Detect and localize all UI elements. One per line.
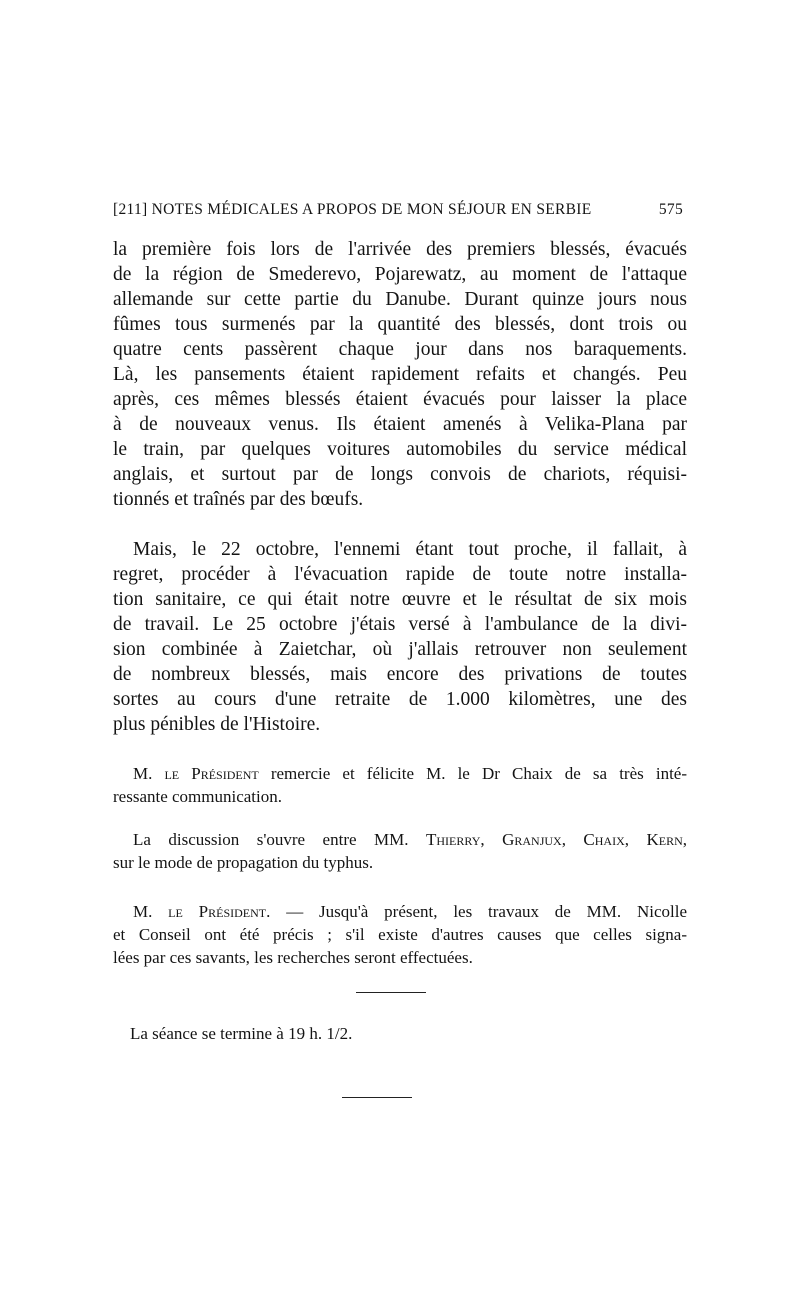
president-remark-line: M. le Président. — Jusqu'à présent, les travaux de MM. Nicolle — [133, 902, 688, 921]
speaker-name: M. le Président — [133, 764, 259, 783]
paragraph-line: anglais, et surtout par de longs convois de chariots, réquisi- — [113, 464, 687, 485]
paragraph-line: de la région de Smederevo, Pojarewatz, au moment de l'attaque — [113, 264, 687, 285]
discussion-line: La discussion s'ouvre entre MM. Thierry, Granjux, Chaix, Kern, — [133, 830, 687, 849]
paragraph-line: Là, les pansements étaient rapidement refaits et changés. Peu — [113, 364, 687, 385]
running-header — [113, 201, 683, 219]
paragraph-line: tion sanitaire, ce qui était notre œuvre et le résultat de six mois — [113, 589, 687, 610]
paragraph-line: sortes au cours d'une retraite de 1.000 kilomètres, une des — [113, 689, 687, 710]
president-remark-line: et Conseil ont été précis ; s'il existe d'autres causes que celles signa- — [113, 925, 687, 944]
president-remark-line: lées par ces savants, les recherches seront effectuées. — [113, 948, 473, 967]
speaker-name: M. le Président. — [133, 902, 271, 921]
paragraph-line: allemande sur cette partie du Danube. Durant quinze jours nous — [113, 289, 687, 310]
section-rule — [356, 992, 426, 993]
paragraph-line: Mais, le 22 octobre, l'ennemi étant tout proche, il fallait, à — [133, 539, 687, 560]
paragraph-line: plus pénibles de l'Histoire. — [113, 714, 321, 735]
paragraph-line: la première fois lors de l'arrivée des premiers blessés, évacués — [113, 239, 687, 260]
paragraph-line: tionnés et traînés par des bœufs. — [113, 489, 364, 510]
page-number: 575 — [658, 201, 683, 218]
paragraph-line: de nombreux blessés, mais encore des privations de toutes — [113, 664, 687, 685]
president-remark-line: ressante communication. — [113, 787, 283, 806]
discussant-names: Thierry, Granjux, Chaix, Kern, — [425, 830, 687, 849]
paragraph-line: après, ces mêmes blessés étaient évacués pour laisser la place — [113, 389, 687, 410]
paragraph-line: quatre cents passèrent chaque jour dans nos baraquements. — [113, 339, 687, 360]
discussion-line: sur le mode de propagation du typhus. — [113, 853, 374, 872]
paragraph-line: à de nouveaux venus. Ils étaient amenés à Velika-Plana par — [113, 414, 687, 435]
closing-line: La séance se termine à 19 h. 1/2. — [130, 1024, 353, 1043]
end-rule — [342, 1097, 412, 1098]
paragraph-line: le train, par quelques voitures automobiles du service médical — [113, 439, 687, 460]
paragraph-line: de travail. Le 25 octobre j'étais versé à l'ambulance de la divi- — [113, 614, 687, 635]
paragraph-line: sion combinée à Zaietchar, où j'allais retrouver non seulement — [113, 639, 687, 660]
header-title: [211] NOTES MÉDICALES A PROPOS DE MON SÉJOUR EN SERBIE — [113, 201, 592, 218]
paragraph-line: fûmes tous surmenés par la quantité des blessés, dont trois ou — [113, 314, 687, 335]
paragraph-line: regret, procéder à l'évacuation rapide de toute notre installa- — [113, 564, 687, 585]
president-remark-line: M. le Président remercie et félicite M. le Dr Chaix de sa très inté- — [133, 764, 688, 783]
